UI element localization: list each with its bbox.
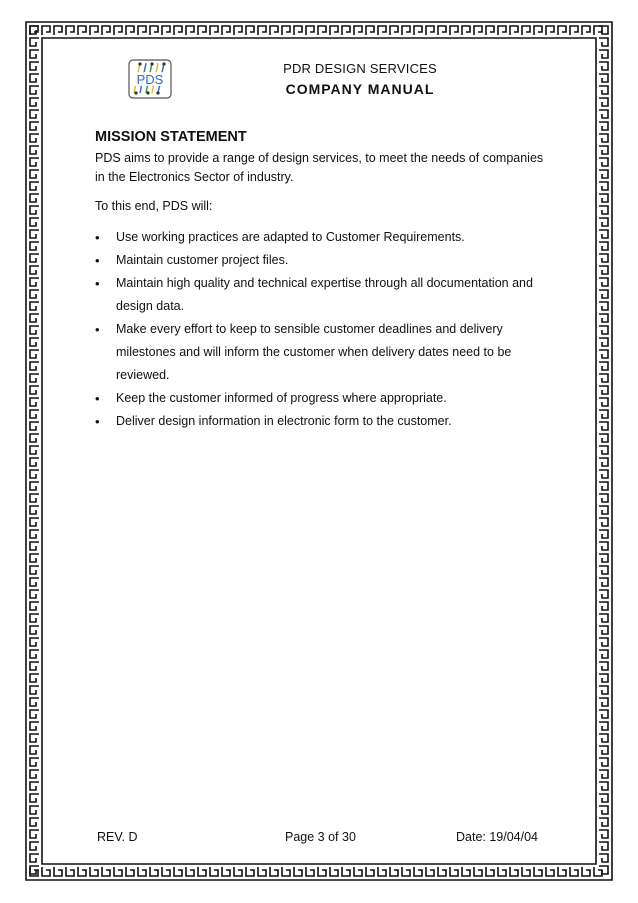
bullet-icon: • — [95, 276, 100, 291]
bullet-icon: • — [95, 391, 100, 406]
bullet-icon: • — [95, 253, 100, 268]
lead-in-paragraph: To this end, PDS will: — [95, 199, 213, 213]
list-item-text: Maintain high quality and technical expertise through all documentation and design data. — [116, 276, 533, 313]
footer-date: Date: 19/04/04 — [456, 830, 539, 844]
list-item — [95, 318, 545, 387]
section-heading: MISSION STATEMENT — [95, 129, 247, 145]
footer-revision: REV. D — [97, 830, 138, 844]
list-item-text: Maintain customer project files. — [116, 253, 289, 267]
footer-page-number: Page 3 of 30 — [285, 830, 356, 844]
list-item-text: Keep the customer informed of progress where appropriate. — [116, 391, 447, 405]
list-item — [95, 249, 545, 272]
company-name: PDR DESIGN SERVICES — [283, 61, 437, 76]
bullet-icon: • — [95, 414, 100, 429]
list-item — [95, 387, 545, 410]
manual-title: COMPANY MANUAL — [285, 81, 435, 97]
list-item — [95, 226, 545, 249]
list-item — [95, 410, 545, 433]
logo-text: PDS — [136, 72, 164, 87]
bullet-icon: • — [95, 322, 100, 337]
list-item-text: Deliver design information in electronic form to the customer. — [116, 414, 452, 428]
list-item — [95, 272, 545, 318]
list-item-text: Use working practices are adapted to Customer Requirements. — [116, 230, 465, 244]
list-item-text: Make every effort to keep to sensible customer deadlines and delivery milestones and will inform the customer when delivery dates need to be reviewed. — [116, 322, 512, 382]
bullet-icon: • — [95, 230, 100, 245]
intro-paragraph: PDS aims to provide a range of design services, to meet the needs of companies in the Electronics Sector of industry. — [95, 151, 544, 184]
mission-bullet-list — [95, 226, 545, 433]
document-body — [95, 129, 545, 433]
